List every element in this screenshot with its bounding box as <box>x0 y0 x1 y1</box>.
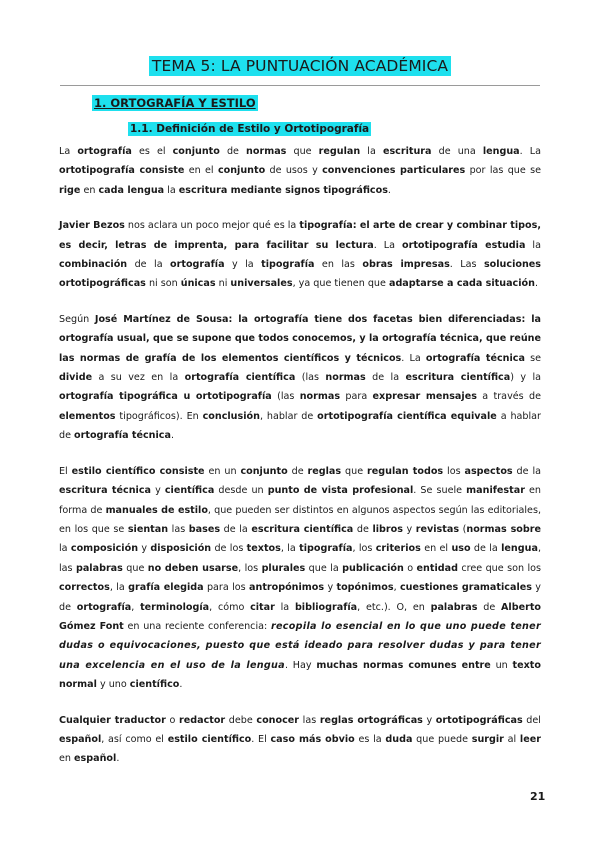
text-run: a hablar de <box>59 410 541 442</box>
text-run: para los <box>203 582 250 594</box>
bold-run: normas sobre <box>466 523 542 535</box>
text-run: de una <box>431 146 483 157</box>
bold-run: estilo científico <box>167 733 252 745</box>
bold-run: normas <box>325 372 366 384</box>
text-run: y <box>138 543 151 555</box>
text-run: , que pueden ser distintos en algunos aspectos según las editoriales, en los que se <box>59 504 541 535</box>
text-run: la <box>360 146 383 157</box>
bold-run: ortotipografía consiste <box>59 165 185 177</box>
text-run: en <box>80 184 99 196</box>
bold-run: antropónimos <box>249 582 325 594</box>
bold-run: español <box>59 733 102 745</box>
bold-run: únicas <box>180 278 216 290</box>
text-run: y <box>402 523 416 535</box>
bold-run: tipografía <box>261 259 315 271</box>
bold-run: escritura científica <box>251 523 354 535</box>
text-run: la <box>164 184 179 196</box>
text-run: ni <box>215 278 231 290</box>
page-title: TEMA 5: LA PUNTUACIÓN ACADÉMICA <box>149 56 451 76</box>
text-run: o <box>165 714 179 726</box>
text-run: de la <box>220 523 252 535</box>
bold-run: palabras <box>75 562 123 574</box>
text-run: que la <box>305 562 343 574</box>
bold-run: sientan <box>127 523 169 535</box>
bold-run: composición <box>70 543 139 555</box>
page-number: 21 <box>530 790 546 803</box>
text-run: debe <box>225 714 257 726</box>
bold-run: conocer <box>256 714 300 726</box>
text-run: , así como el <box>101 733 168 745</box>
text-run: , <box>393 582 400 594</box>
bold-run: Cualquier traductor <box>59 714 166 726</box>
bold-run: uso <box>451 543 471 555</box>
text-run: de <box>477 601 501 613</box>
text-run: ni son <box>145 278 181 290</box>
bold-run: bibliografía <box>294 601 358 613</box>
bold-run: rige <box>59 184 81 196</box>
bold-run: lengua <box>482 146 520 157</box>
text-run: en un <box>204 465 241 477</box>
bold-run: científica <box>164 485 215 497</box>
bold-run: estilo científico consiste <box>71 465 205 477</box>
text-run: (las <box>271 391 300 403</box>
bold-run: soluciones ortotipográficas <box>59 259 542 290</box>
text-run: y <box>150 485 165 497</box>
bold-run: ortografía técnica <box>74 430 171 442</box>
bold-run: obras impresas <box>362 259 450 271</box>
subsection-heading-block <box>128 117 371 136</box>
text-run: . <box>170 430 175 442</box>
text-run: , ya que tienen que <box>292 278 389 290</box>
bold-run: duda <box>385 733 413 745</box>
text-run: tipográficos). En <box>115 410 203 422</box>
bold-run: ortotipografía estudia <box>402 239 526 251</box>
bold-run: aspectos <box>464 465 513 477</box>
bold-run: Alberto Gómez Font <box>59 601 541 632</box>
bold-run: bases <box>188 523 221 535</box>
text-run: a través de <box>476 391 541 403</box>
bold-run: reglas <box>307 465 342 477</box>
bold-run: palabras <box>430 601 478 613</box>
text-run: y uno <box>96 679 130 691</box>
bold-run: adaptarse a cada situación <box>388 278 535 290</box>
bold-run: combinación <box>59 259 128 271</box>
bold-run: texto normal <box>59 659 541 691</box>
text-run: la <box>525 239 541 251</box>
text-run: . <box>534 278 539 290</box>
bold-run: criterios <box>375 543 421 555</box>
text-run: ) y la <box>510 372 541 384</box>
text-run: de los <box>211 543 247 555</box>
text-run: que <box>286 146 319 157</box>
text-run: . <box>387 184 391 196</box>
text-run: . Las <box>449 259 484 271</box>
text-run: ( <box>459 523 467 535</box>
text-run: y <box>324 582 337 594</box>
text-run: , las <box>59 543 541 574</box>
bold-run: disposición <box>150 543 212 555</box>
text-run: las <box>299 714 320 726</box>
text-run: , <box>131 601 141 613</box>
section-heading-block <box>92 92 258 111</box>
bold-run: normas <box>246 146 287 157</box>
bold-run: entidad <box>416 562 458 574</box>
text-run: El <box>59 465 72 477</box>
text-run: Según <box>59 313 95 325</box>
bold-run: regulan <box>318 146 361 157</box>
body-text <box>59 142 541 785</box>
text-run: , la <box>280 543 300 555</box>
bold-run: revistas <box>415 523 460 535</box>
bold-run: punto de vista profesional <box>267 485 414 497</box>
bold-run: escritura científica <box>405 372 511 384</box>
title-divider <box>60 85 540 86</box>
text-run: a su vez en la <box>92 372 185 384</box>
text-run: es la <box>354 733 386 745</box>
text-run: se <box>524 352 541 364</box>
bold-run: citar <box>250 601 275 613</box>
bold-run: topónimos <box>336 582 394 594</box>
bold-run: Javier Bezos <box>59 220 125 232</box>
bold-run: conjunto <box>172 146 220 157</box>
bold-run: cada lengua <box>98 184 165 196</box>
quote-run: recopila lo esencial en lo que uno puede tener dudas o equivocaciones, puesto que está ideado para resolver dudas y para tener una excelencia en el uso de la lengua <box>59 620 541 671</box>
text-run: la <box>274 601 295 613</box>
text-run: un <box>490 659 513 671</box>
text-run: La <box>59 146 78 157</box>
text-run: en <box>59 753 75 765</box>
bold-run: libros <box>372 523 403 535</box>
bold-run: cuestiones gramaticales <box>399 582 532 594</box>
bold-run: surgir <box>471 733 504 745</box>
bold-run: normas <box>299 391 341 403</box>
text-run: en las <box>314 259 363 271</box>
bold-run: científico <box>129 679 180 691</box>
text-run: desde un <box>214 485 268 497</box>
bold-run: redactor <box>178 714 226 726</box>
bold-run: conjunto <box>217 165 266 177</box>
text-run: al <box>503 733 520 745</box>
bold-run: caso más obvio <box>270 733 355 745</box>
text-run: en el <box>184 165 218 177</box>
bold-run: conclusión <box>202 410 260 422</box>
text-run: , cómo <box>209 601 251 613</box>
text-run: y de <box>59 582 541 613</box>
text-run: . <box>116 753 120 765</box>
bold-run: español <box>74 753 117 765</box>
text-run: de <box>287 465 308 477</box>
bold-run: publicación <box>342 562 404 574</box>
bold-run: no deben usarse <box>147 562 239 574</box>
bold-run: correctos <box>59 582 110 594</box>
bold-run: ortografía técnica <box>425 352 525 364</box>
text-run: para <box>340 391 373 403</box>
text-run: por las que se <box>465 165 542 177</box>
text-run: . El <box>251 733 271 745</box>
bold-run: expresar mensajes <box>372 391 477 403</box>
bold-run: ortografía tipográfica u ortotipografía <box>59 391 272 403</box>
text-run: , los <box>352 543 376 555</box>
bold-run: terminología <box>140 601 210 613</box>
text-run: en forma de <box>59 485 542 516</box>
text-run: , hablar de <box>259 410 318 422</box>
bold-run: conjunto <box>240 465 288 477</box>
bold-run: elementos <box>59 410 116 422</box>
bold-run: leer <box>519 733 541 745</box>
paragraph-1 <box>59 142 541 200</box>
text-run: cree que son los <box>457 562 541 574</box>
text-run: o <box>403 562 417 574</box>
section-heading: 1. ORTOGRAFÍA Y ESTILO <box>94 96 256 110</box>
text-run: (las <box>295 372 326 384</box>
bold-run: ortotipografía científica equivale <box>317 410 497 422</box>
text-run: de la <box>127 259 171 271</box>
bold-run: José Martínez de Sousa: la ortografía tiene dos facetas bien diferenciadas: la ortografía usual, que se supone que todos conocemos, y la ortografía técnica, que reúne las normas de grafía de los elementos científicos y técnicos <box>59 313 542 364</box>
bold-run: tipografía: el arte de crear y combinar tipos, es decir, letras de imprenta, para facilitar su lectura <box>59 220 541 251</box>
bold-run: divide <box>59 372 93 384</box>
bold-run: textos <box>246 543 281 555</box>
text-run: que <box>122 562 148 574</box>
subsection-heading: 1.1. Definición de Estilo y Ortotipografía <box>130 123 370 135</box>
bold-run: escritura <box>382 146 432 157</box>
bold-run: manifestar <box>466 485 525 497</box>
text-run: . Hay <box>284 659 317 671</box>
bold-run: grafía elegida <box>128 582 204 594</box>
text-run: , la <box>109 582 129 594</box>
bold-run: manuales de estilo <box>105 504 208 516</box>
bold-run: universales <box>230 278 293 290</box>
text-run: , los <box>238 562 262 574</box>
paragraph-5 <box>59 711 541 769</box>
bold-run: escritura técnica <box>59 485 151 497</box>
text-run: , etc.). O, en <box>357 601 431 613</box>
text-run: . Se suele <box>413 485 467 497</box>
text-run: en el <box>420 543 452 555</box>
text-run: de <box>219 146 247 157</box>
bold-run: lengua <box>501 543 538 555</box>
text-run: de usos y <box>265 165 323 177</box>
paragraph-2 <box>59 216 541 294</box>
bold-run: escritura mediante signos tipográficos <box>178 184 388 196</box>
bold-run: ortografía <box>76 601 132 613</box>
bold-run: muchas normas comunes entre <box>316 659 491 671</box>
text-run: . La <box>401 352 426 364</box>
bold-run: ortografía científica <box>184 372 296 384</box>
text-run: de la <box>512 465 542 477</box>
text-run: . <box>179 679 183 691</box>
text-run: que <box>341 465 368 477</box>
text-run: la <box>59 543 71 555</box>
text-run: de la <box>365 372 406 384</box>
title-block <box>0 56 600 76</box>
text-run: . La <box>519 146 541 157</box>
bold-run: convenciones particulares <box>322 165 466 177</box>
paragraph-3 <box>59 310 541 446</box>
text-run: de la <box>470 543 502 555</box>
bold-run: plurales <box>261 562 306 574</box>
bold-run: tipografía <box>299 543 353 555</box>
text-run: es el <box>131 146 173 157</box>
text-run: los <box>443 465 465 477</box>
text-run: y <box>422 714 436 726</box>
text-run: del <box>522 714 541 726</box>
text-run: . La <box>373 239 403 251</box>
text-run: que puede <box>412 733 472 745</box>
bold-run: reglas ortográficas <box>319 714 423 726</box>
text-run: en una reciente conferencia: <box>123 620 271 632</box>
bold-run: regulan todos <box>367 465 444 477</box>
text-run: de <box>353 523 373 535</box>
text-run: las <box>168 523 189 535</box>
bold-run: ortografía <box>77 146 132 157</box>
bold-run: ortotipográficas <box>435 714 523 726</box>
text-run: nos aclara un poco mejor qué es la <box>124 220 300 232</box>
text-run: y la <box>224 259 262 271</box>
bold-run: ortografía <box>170 259 225 271</box>
paragraph-4 <box>59 462 541 695</box>
